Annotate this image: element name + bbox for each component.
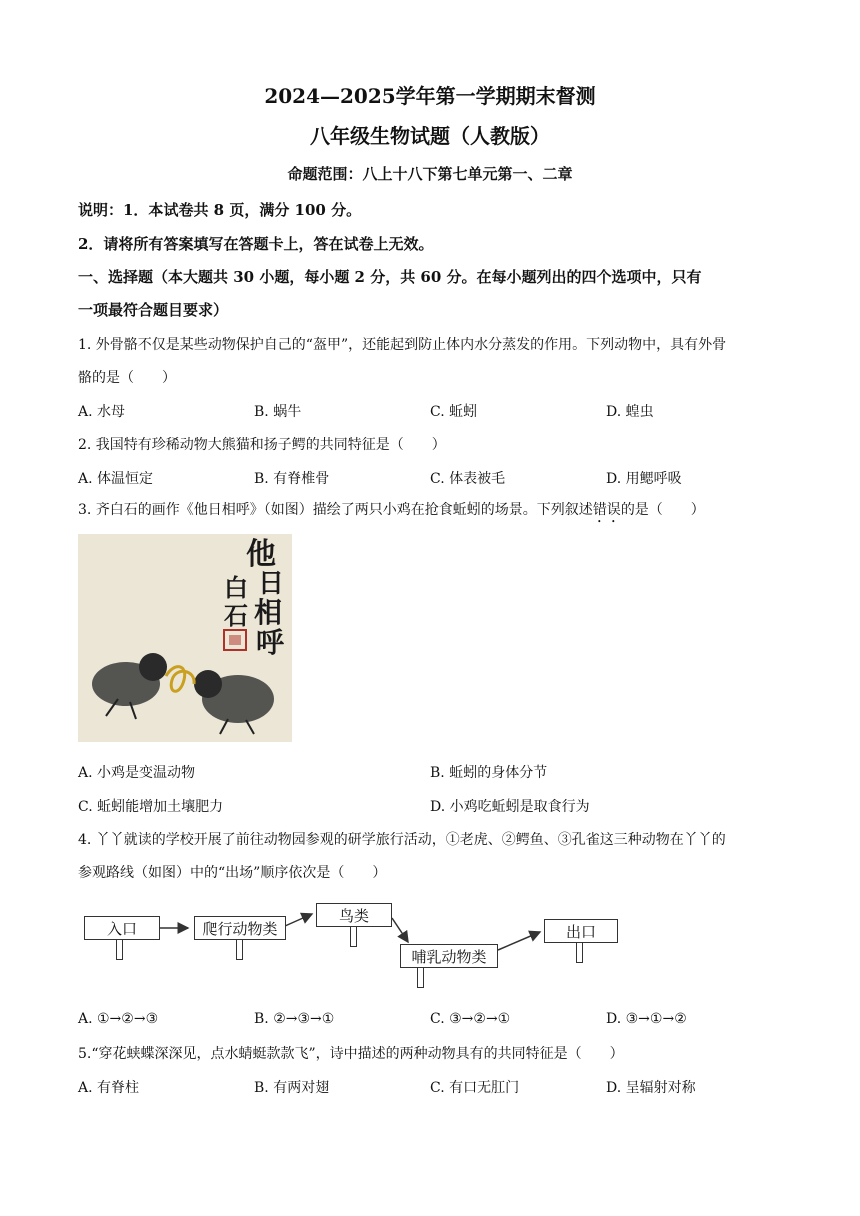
q4-option-a: A. ①→②→③ [78,1011,159,1027]
inscription-char-1: 他 [246,537,276,572]
q1-option-b: B. 蜗牛 [254,404,302,420]
inscription-char-3: 相 [254,596,283,629]
q4-option-b: B. ②→③→① [254,1011,335,1027]
q4-option-d: D. ③→①→② [606,1011,687,1027]
q3-option-a: A. 小鸡是变温动物 [78,765,196,781]
route-entrance: 入口 [84,916,160,940]
q3-stem: 3. 齐白石的画作《他日相呼》（如图）描绘了两只小鸡在抢食蚯蚓的场景。下列叙述错误的是（ ） [78,502,705,518]
exam-subtitle: 八年级生物试题（人教版） [310,124,550,148]
instruction-1: 说明：1．本试卷共 8 页，满分 100 分。 [78,201,362,219]
instruction-2: 2．请将所有答案填写在答题卡上，答在试卷上无效。 [78,235,434,253]
q5-option-c: C. 有口无肛门 [430,1080,520,1096]
q5-option-b: B. 有两对翅 [254,1080,330,1096]
inscription-char-6: 石 [224,601,248,630]
route-birds: 鸟类 [316,903,392,927]
q3-option-d: D. 小鸡吃蚯蚓是取食行为 [430,799,590,815]
q2-option-d: D. 用鳃呼吸 [606,471,682,487]
q1-stem-cont: 骼的是（ ） [78,370,176,386]
exam-scope: 命题范围：八上十八下第七单元第一、二章 [287,165,573,183]
inscription-char-4: 呼 [256,626,285,659]
q4-stem: 4. 丫丫就读的学校开展了前往动物园参观的研学旅行活动，①老虎、②鳄鱼、③孔雀这三种动物在丫丫的 [78,832,726,848]
q4-stem-cont: 参观路线（如图）中的“出场”顺序依次是（ ） [78,865,387,881]
q1-stem: 1. 外骨骼不仅是某些动物保护自己的“盔甲”，还能起到防止体内水分蒸发的作用。下列动物中，具有外骨 [78,337,727,353]
q5-option-a: A. 有脊柱 [78,1080,140,1096]
inscription-char-2: 日 [258,569,285,599]
route-diagram [80,900,640,995]
route-exit: 出口 [544,919,618,943]
exam-title: 2024—2025学年第一学期期末督测 [264,84,596,108]
route-mammals: 哺乳动物类 [400,944,498,968]
q2-option-c: C. 体表被毛 [430,471,506,487]
route-reptiles: 爬行动物类 [194,916,286,940]
q1-option-d: D. 蝗虫 [606,404,654,420]
painting-image [78,534,292,742]
q2-option-a: A. 体温恒定 [78,471,154,487]
q3-emphasis: 错误 [592,502,621,518]
q2-stem: 2. 我国特有珍稀动物大熊猫和扬子鳄的共同特征是（ ） [78,437,446,453]
q1-option-c: C. 蚯蚓 [430,404,478,420]
q3-option-b: B. 蚯蚓的身体分节 [430,765,548,781]
q2-option-b: B. 有脊椎骨 [254,471,330,487]
section-heading-cont: 一项最符合题目要求） [78,301,229,319]
q5-stem: 5.“穿花蛱蝶深深见，点水蜻蜓款款飞”，诗中描述的两种动物具有的共同特征是（ ） [78,1046,624,1062]
q4-option-c: C. ③→②→① [430,1011,511,1027]
inscription-char-5: 白 [224,573,248,602]
q5-option-d: D. 呈辐射对称 [606,1080,696,1096]
chicks-painting [78,534,292,742]
q3-option-c: C. 蚯蚓能增加土壤肥力 [78,799,224,815]
section-heading: 一、选择题（本大题共 30 小题，每小题 2 分，共 60 分。在每小题列出的四个选项中，只有 [78,268,702,286]
q1-option-a: A. 水母 [78,404,126,420]
